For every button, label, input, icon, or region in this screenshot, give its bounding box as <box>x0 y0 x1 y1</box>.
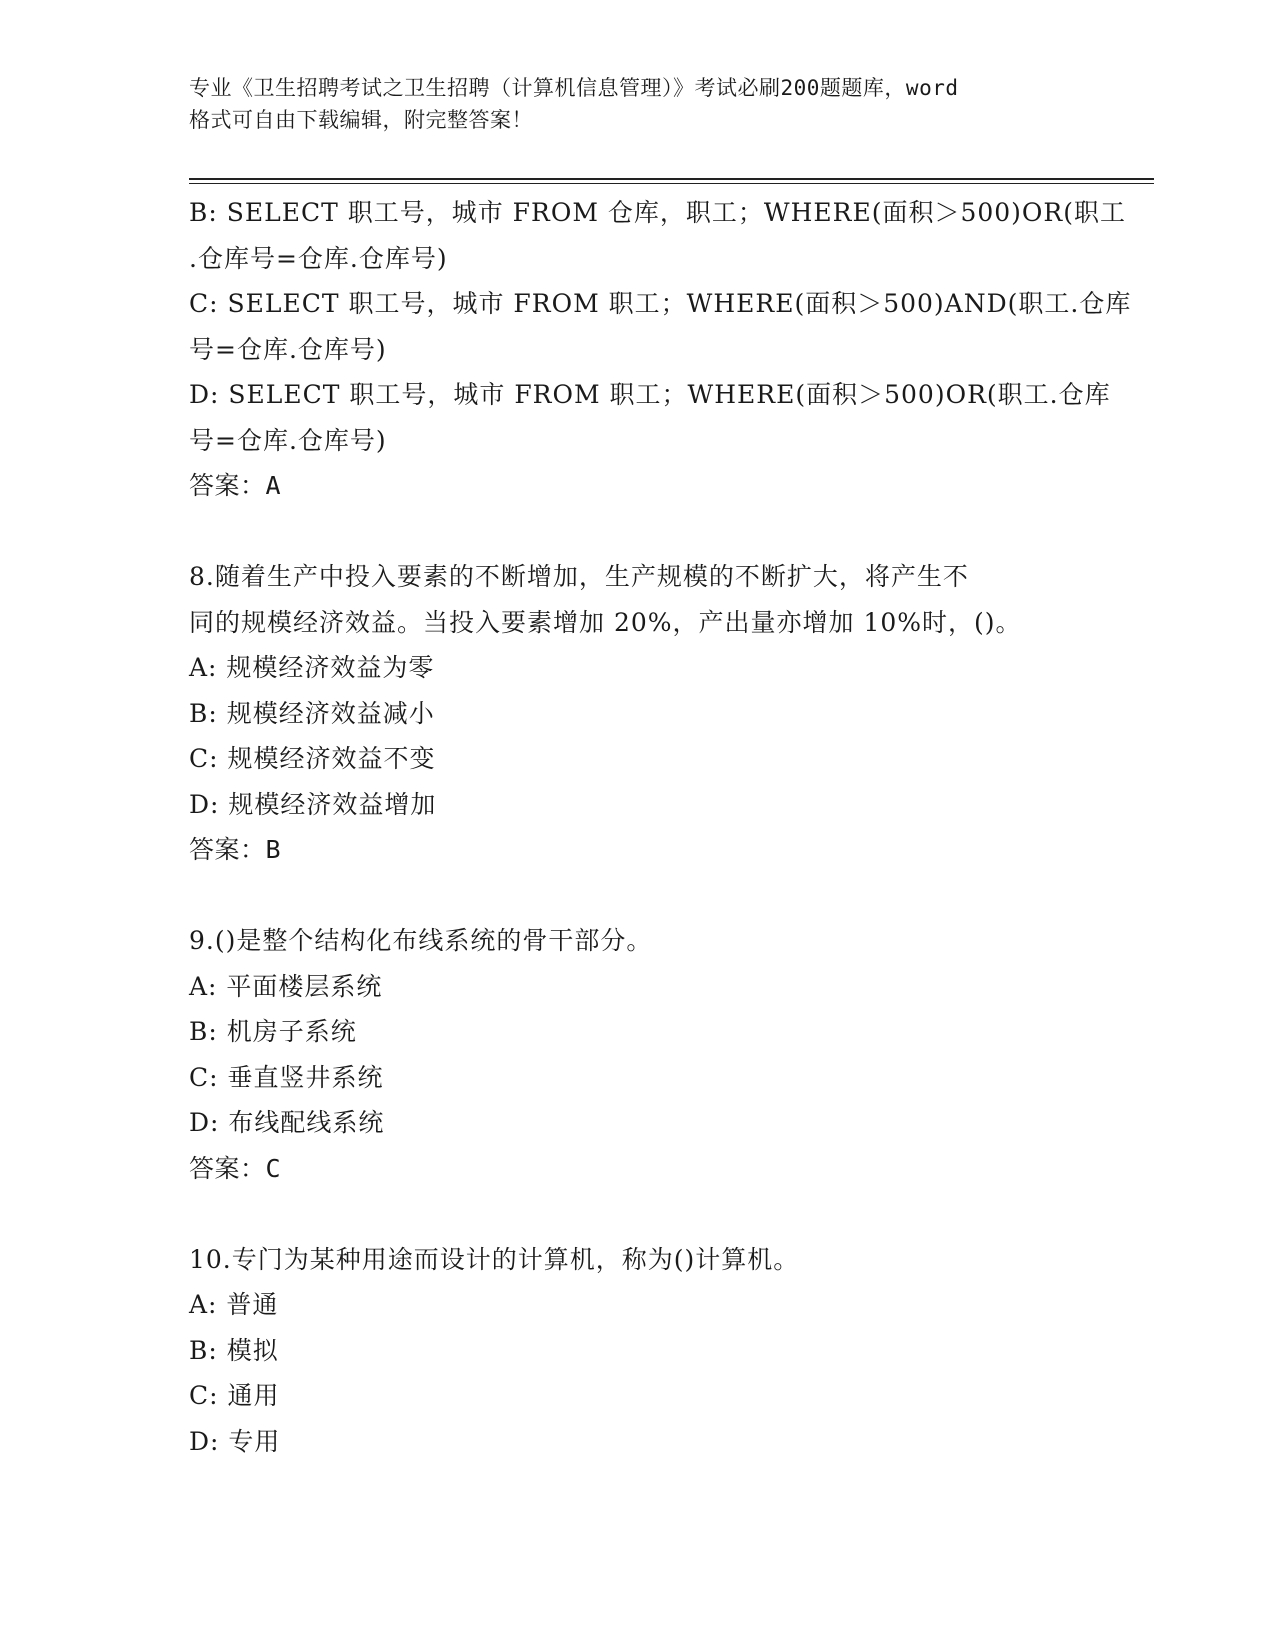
q9-option-c: C: 垂直竖井系统 <box>189 1062 384 1092</box>
q10-option-d: D: 专用 <box>189 1426 281 1456</box>
q8-option-d: D: 规模经济效益增加 <box>189 789 437 819</box>
q8-stem-line-2: 同的规模经济效益。当投入要素增加 20%，产出量亦增加 10%时，()。 <box>189 607 1022 637</box>
q7-option-d-line-2: 号=仓库.仓库号) <box>189 425 387 455</box>
q8-option-b: B: 规模经济效益减小 <box>189 698 435 728</box>
spacer <box>189 873 1089 919</box>
q7-option-d-line-1: D: SELECT 职工号，城市 FROM 职工；WHERE(面积＞500)OR(职工.仓库 <box>189 380 1111 409</box>
q9-option-a: A: 平面楼层系统 <box>189 971 383 1001</box>
header-title-line-1: 专业《卫生招聘考试之卫生招聘（计算机信息管理）》考试必刷200题题库，word <box>189 76 959 100</box>
q7-answer: 答案：A <box>189 471 282 500</box>
q8-option-c: C: 规模经济效益不变 <box>189 744 436 773</box>
document-body <box>189 190 1132 1464</box>
document-header <box>189 72 1089 136</box>
q7-option-c-line-2: 号=仓库.仓库号) <box>189 334 387 364</box>
q8-stem-line-1: 8.随着生产中投入要素的不断增加，生产规模的不断扩大，将产生不 <box>189 562 969 591</box>
header-divider-thick <box>189 178 1154 180</box>
q10-option-a: A: 普通 <box>189 1290 279 1319</box>
q8-answer: 答案：B <box>189 835 282 864</box>
spacer <box>189 1191 1089 1237</box>
question-9 <box>189 918 1089 1191</box>
q9-stem: 9.()是整个结构化布线系统的骨干部分。 <box>189 926 653 955</box>
q10-option-b: B: 模拟 <box>189 1335 279 1365</box>
q8-option-a: A: 规模经济效益为零 <box>189 653 435 682</box>
question-7-continued <box>189 190 1132 509</box>
q9-option-b: B: 机房子系统 <box>189 1017 357 1046</box>
q7-option-b-line-1: B: SELECT 职工号，城市 FROM 仓库，职工；WHERE(面积＞500)OR(职工 <box>189 198 1126 227</box>
question-10 <box>189 1237 1089 1465</box>
header-title-line-2: 格式可自由下载编辑，附完整答案！ <box>189 108 533 132</box>
q7-option-c-line-1: C: SELECT 职工号，城市 FROM 职工；WHERE(面积＞500)AND(职工.仓库 <box>189 289 1132 318</box>
question-8 <box>189 554 1089 873</box>
q9-answer: 答案：C <box>189 1153 282 1183</box>
q10-option-c: C: 通用 <box>189 1381 280 1410</box>
q9-option-d: D: 布线配线系统 <box>189 1108 385 1137</box>
spacer <box>189 509 1089 555</box>
header-divider-thin <box>189 183 1154 184</box>
q7-option-b-line-2: .仓库号=仓库.仓库号) <box>189 243 448 273</box>
q10-stem: 10.专门为某种用途而设计的计算机，称为()计算机。 <box>189 1244 800 1274</box>
